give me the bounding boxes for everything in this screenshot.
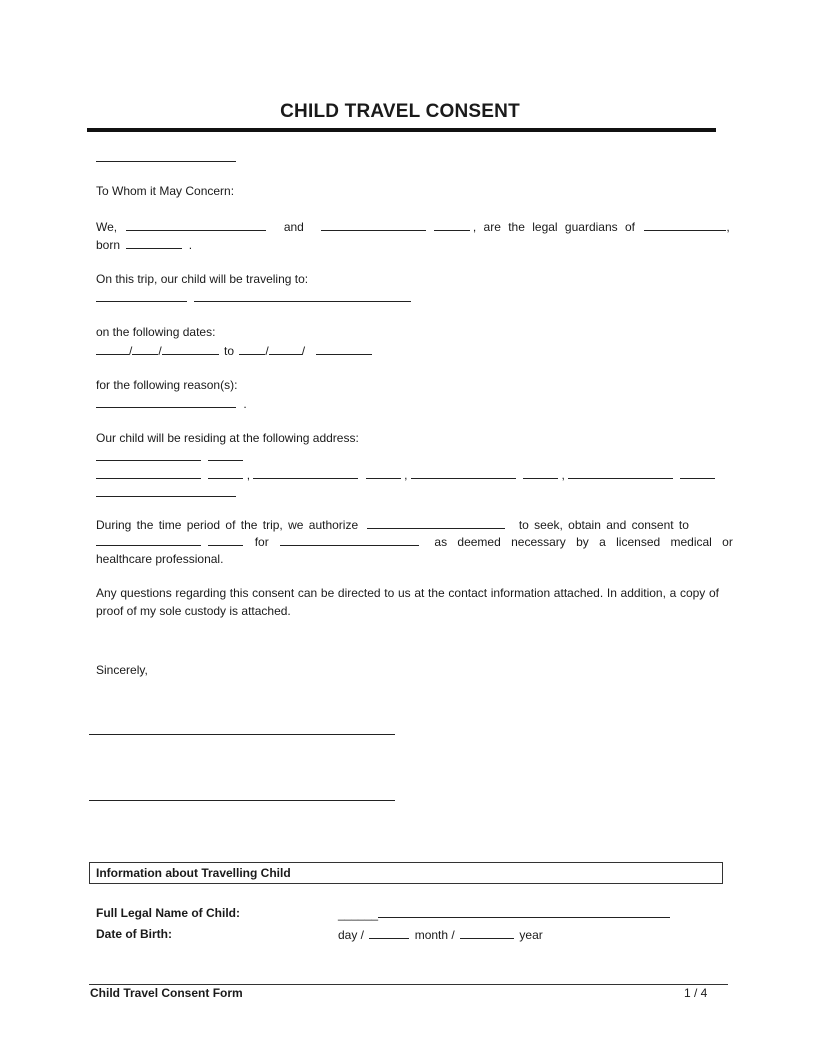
destination-line <box>96 290 411 305</box>
address-label: Our child will be residing at the following address: <box>96 431 359 445</box>
address-line-1 <box>96 449 243 464</box>
legal-guardians-text: , are the legal guardians of <box>472 220 635 234</box>
dates-label: on the following dates: <box>96 325 216 339</box>
date-line[interactable] <box>96 150 236 165</box>
dob-label: Date of Birth: <box>96 927 172 941</box>
dob-month-blank[interactable] <box>460 927 514 939</box>
reasons-label: for the following reason(s): <box>96 378 238 392</box>
footer-rule <box>89 984 728 985</box>
auth-line-1 <box>96 517 719 532</box>
authorized-person-blank[interactable] <box>367 517 505 529</box>
born-line <box>96 237 192 252</box>
auth-text-1: During the time period of the trip, we authorize <box>96 518 359 532</box>
guardians-line <box>96 219 730 234</box>
dob-month-text: month / <box>414 928 455 942</box>
guardian-2-extra-blank[interactable] <box>434 219 470 231</box>
address-state-blank[interactable] <box>253 467 358 479</box>
footer-form-name: Child Travel Consent Form <box>90 986 243 1000</box>
dob-field <box>338 927 543 942</box>
end-year-blank[interactable] <box>316 343 372 355</box>
auth-line-2 <box>96 534 733 549</box>
address-line-2 <box>96 467 715 482</box>
addr-comma: , <box>561 468 565 482</box>
address-street-blank[interactable] <box>96 449 201 461</box>
destination-label: On this trip, our child will be traveling to: <box>96 272 309 286</box>
full-name-field[interactable] <box>338 906 670 921</box>
destination-city-blank[interactable] <box>96 290 187 302</box>
born-text: born <box>96 238 121 252</box>
guardian-1-blank[interactable] <box>126 219 266 231</box>
address-line-3 <box>96 485 236 500</box>
child-info-header: Information about Travelling Child <box>96 866 291 880</box>
full-name-prefix: ______ <box>338 907 379 921</box>
address-city-extra-blank[interactable] <box>208 467 243 479</box>
footer-page-number: 1 / 4 <box>684 986 708 1000</box>
we-text: We, <box>96 220 118 234</box>
dates-line <box>96 343 372 358</box>
auth-treatment-extra-blank[interactable] <box>208 534 243 546</box>
address-number-blank[interactable] <box>208 449 243 461</box>
address-state-extra-blank[interactable] <box>366 467 401 479</box>
auth-treatment-blank[interactable] <box>96 534 201 546</box>
child-info-header-box <box>89 862 723 884</box>
address-country-extra-blank[interactable] <box>680 467 715 479</box>
dob-year-text: year <box>519 928 543 942</box>
auth-text-4: healthcare professional. <box>96 552 224 566</box>
destination-country-blank[interactable] <box>194 290 411 302</box>
date-sep: / <box>265 344 269 358</box>
addr-comma: , <box>404 468 408 482</box>
auth-text-2: to seek, obtain and consent to <box>518 518 689 532</box>
reasons-blank[interactable] <box>96 396 236 408</box>
signature-line-1[interactable] <box>89 734 395 735</box>
title-rule <box>87 128 716 132</box>
end-day-blank[interactable] <box>269 343 302 355</box>
address-extra-blank[interactable] <box>96 485 236 497</box>
auth-text-3: as deemed necessary by a licensed medical or <box>434 535 733 549</box>
date-sep: / <box>129 344 133 358</box>
salutation: To Whom it May Concern: <box>96 184 235 198</box>
auth-for-text: for <box>254 535 269 549</box>
signature-line-2[interactable] <box>89 800 395 801</box>
dob-day-text: day / <box>338 928 365 942</box>
reasons-line <box>96 396 247 411</box>
guardian-2-blank[interactable] <box>321 219 426 231</box>
dob-day-blank[interactable] <box>369 927 409 939</box>
address-zip-extra-blank[interactable] <box>523 467 558 479</box>
date-to-text: to <box>224 344 235 358</box>
address-city-blank[interactable] <box>96 467 201 479</box>
address-country-blank[interactable] <box>568 467 673 479</box>
start-day-blank[interactable] <box>132 343 158 355</box>
closing-text: Sincerely, <box>96 663 148 677</box>
date-sep: / <box>158 344 162 358</box>
start-year-blank[interactable] <box>162 343 219 355</box>
comma-text: , <box>726 220 730 234</box>
addr-comma: , <box>246 468 251 482</box>
address-zip-blank[interactable] <box>411 467 516 479</box>
questions-paragraph: Any questions regarding this consent can be directed to us at the contact information attached. In addition, a copy of proof of my sole custody is attached. <box>96 586 719 618</box>
and-text: and <box>283 220 304 234</box>
born-blank[interactable] <box>126 237 182 249</box>
full-name-blank[interactable] <box>378 906 670 918</box>
date-blank[interactable] <box>96 150 236 162</box>
auth-child-blank[interactable] <box>280 534 419 546</box>
start-month-blank[interactable] <box>96 343 129 355</box>
end-month-blank[interactable] <box>239 343 265 355</box>
document-title: CHILD TRAVEL CONSENT <box>280 101 520 122</box>
date-sep: / <box>301 344 306 358</box>
reasons-period: . <box>243 397 247 411</box>
full-name-label: Full Legal Name of Child: <box>96 906 241 920</box>
born-period: . <box>188 238 193 252</box>
child-name-blank[interactable] <box>644 219 726 231</box>
